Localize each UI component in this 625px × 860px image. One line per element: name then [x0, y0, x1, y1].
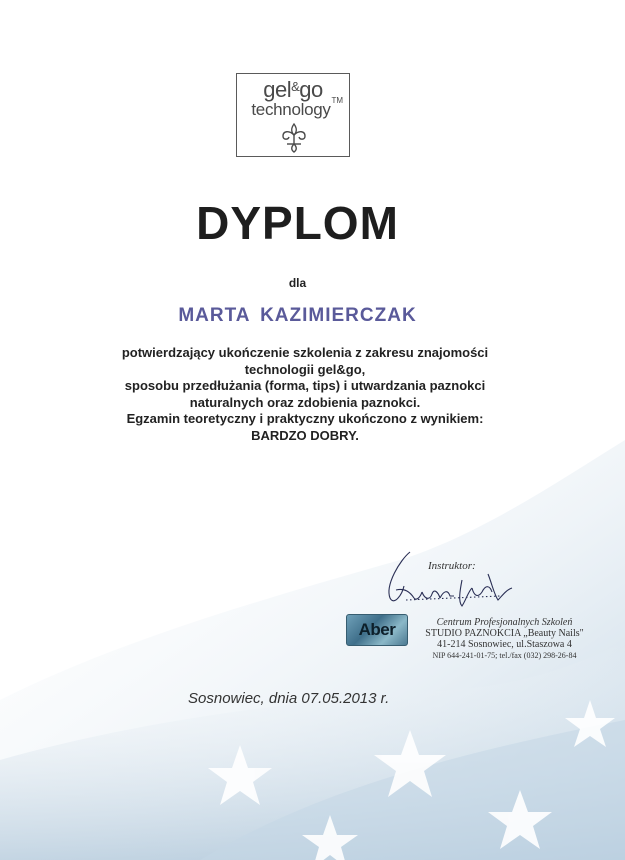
place-and-date: Sosnowiec, dnia 07.05.2013 r. — [188, 690, 390, 707]
gel-and-go-logo — [236, 73, 350, 157]
instructor-label: Instruktor: — [428, 560, 476, 572]
body-line: Egzamin teoretyczny i praktyczny ukończono z wynikiem: — [126, 411, 484, 426]
hologram-text: Aber — [358, 620, 396, 639]
stamp-line: Centrum Profesjonalnych Szkoleń — [436, 617, 573, 628]
stamp-line: STUDIO PAZNOKCIA „Beauty Nails" — [425, 628, 584, 639]
stamp-line: 41-214 Sosnowiec, ul.Staszowa 4 — [437, 639, 572, 650]
logo-go: go — [299, 77, 323, 102]
instructor-signature — [370, 540, 530, 610]
body-line: sposobu przedłużania (forma, tips) i utwardzania paznokci — [124, 378, 486, 393]
logo-amp: & — [291, 79, 300, 94]
logo-gel: gel — [263, 77, 292, 102]
school-stamp — [412, 617, 597, 661]
body-line: technologii gel&go, — [244, 361, 366, 377]
diploma-title: DYPLOM — [196, 197, 399, 249]
logo-tm: TM — [331, 96, 343, 105]
body-line: potwierdzający ukończenie szkolenia z zakresu znajomości — [121, 345, 489, 360]
certificate-body — [40, 345, 570, 444]
fleur-ornament-icon — [279, 120, 309, 154]
aber-hologram-sticker — [346, 614, 408, 646]
logo-technology: technology — [251, 100, 331, 119]
body-line: BARDZO DOBRY. — [251, 427, 359, 443]
body-line: naturalnych oraz zdobienia paznokci. — [189, 394, 421, 410]
recipient-name: MARTA KAZIMIERCZAK — [178, 305, 417, 326]
stamp-line: NIP 644-241-01-75; tel./fax (032) 298-26-84 — [432, 651, 577, 660]
for-label: dla — [288, 276, 307, 290]
